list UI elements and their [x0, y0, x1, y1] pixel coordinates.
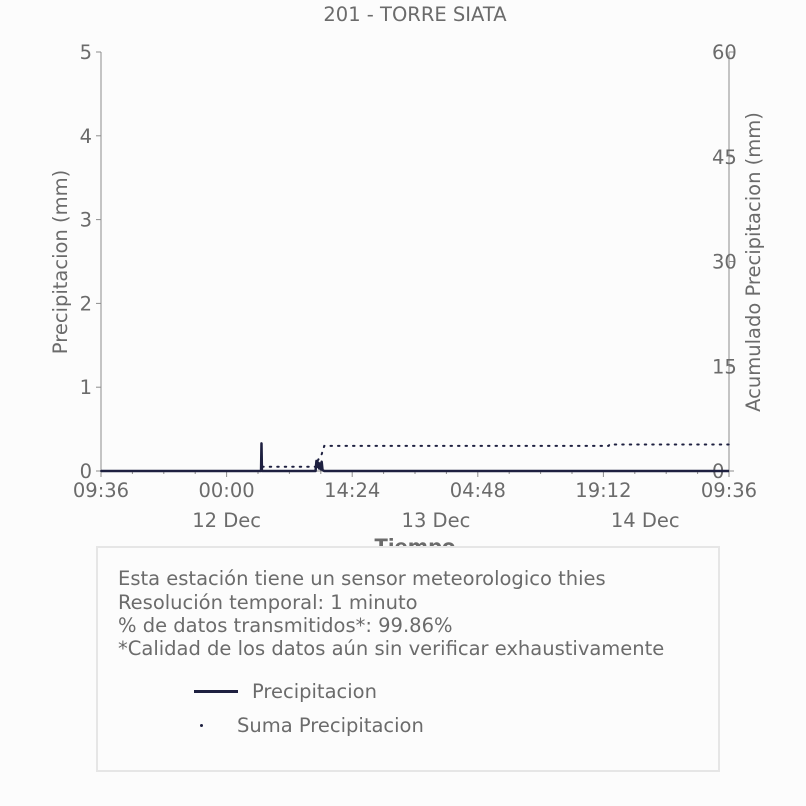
x-tick-label: 09:36 [72, 479, 130, 502]
chart-title: 201 - TORRE SIATA [323, 3, 507, 26]
y-right-tick-label: 60 [712, 41, 737, 64]
y-right-tick-label: 15 [712, 355, 737, 379]
y-right-tick-label: 45 [712, 145, 737, 169]
series-suma-precipitacion [101, 444, 729, 471]
y-left-tick-label: 4 [79, 124, 92, 148]
legend-dot-swatch [200, 724, 203, 727]
y-left-tick-label: 1 [79, 376, 92, 400]
legend-label-precipitacion: Precipitacion [252, 680, 377, 703]
y-left-axis-title: Precipitacion (mm) [49, 169, 72, 355]
x-tick-label: 00:00 [198, 479, 255, 502]
legend-line-swatch [194, 690, 238, 693]
x-date-label: 14 Dec [610, 509, 680, 532]
info-quality-note: *Calidad de los datos aún sin verificar exhaustivamente [118, 637, 665, 660]
y-left-tick-label: 5 [79, 41, 92, 64]
x-tick-label: 19:12 [575, 479, 632, 502]
series-precipitacion [101, 443, 729, 471]
x-date-label: 13 Dec [401, 509, 471, 532]
info-sensor-text: Esta estación tiene un sensor meteorologico thies [118, 567, 606, 590]
info-transmitted-text: % de datos transmitidos*: 99.86% [118, 614, 453, 637]
y-left-tick-label: 2 [79, 292, 92, 316]
x-tick-label: 09:36 [700, 479, 758, 502]
x-date-label: 12 Dec [192, 509, 261, 532]
x-tick-label: 04:48 [449, 479, 506, 502]
info-box [96, 546, 720, 772]
x-tick-label: 14:24 [324, 479, 381, 502]
y-right-tick-label: 30 [712, 250, 737, 274]
legend-item-precipitacion [194, 680, 377, 703]
legend-label-suma-precipitacion: Suma Precipitacion [237, 714, 424, 737]
y-right-axis-title: Acumulado Precipitacion (mm) [742, 112, 765, 412]
y-right-tick-label: 0 [712, 460, 725, 483]
info-resolution-text: Resolución temporal: 1 minuto [118, 591, 418, 614]
y-left-tick-label: 0 [79, 460, 92, 483]
legend-item-suma-precipitacion [200, 714, 424, 737]
y-left-tick-label: 3 [79, 208, 92, 232]
